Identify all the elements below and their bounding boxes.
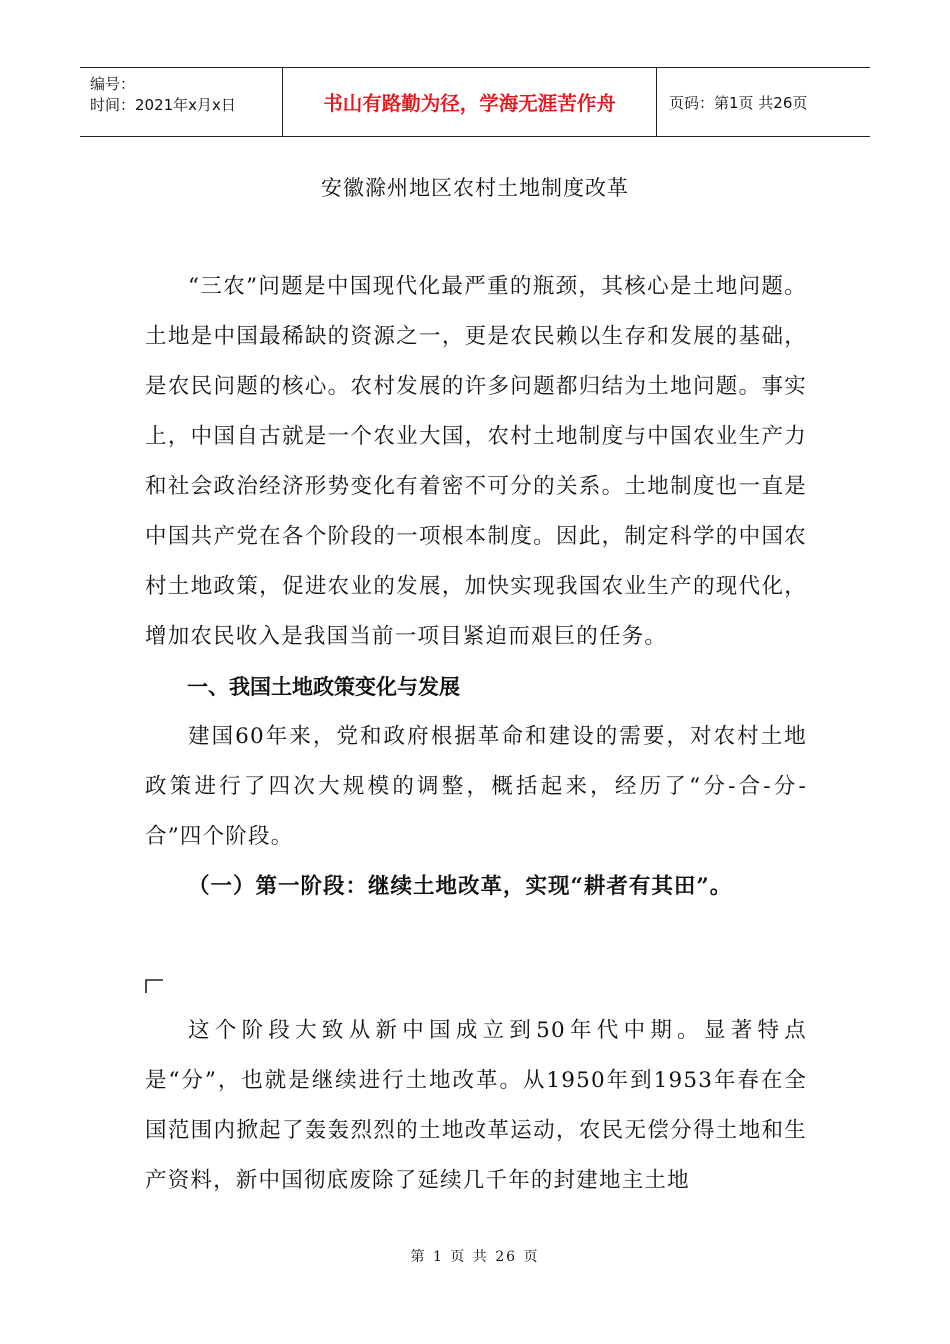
page-footer: 第 1 页 共 26 页 [410, 1249, 540, 1265]
body-lower [145, 1006, 807, 1206]
stray-mark-icon [145, 976, 165, 996]
page-info: 页码：第1页 共26页 [669, 93, 808, 112]
subsection-1-paragraph: 这个阶段大致从新中国成立到50年代中期。显著特点是“分”，也就是继续进行土地改革。从1950年到1953年春在全国范围内掀起了轰轰烈烈的土地改革运动，农民无偿分得土地和生产资料，新中国彻底废除了延续几千年的封建地主土地 [145, 1018, 807, 1193]
header-left-cell [80, 68, 283, 136]
section-1-paragraph: 建国60年来，党和政府根据革命和建设的需要，对农村土地政策进行了四次大规模的调整，概括起来，经历了“分-合-分-合”四个阶段。 [145, 724, 807, 849]
date-label: 时间：2021年x月x日 [90, 96, 236, 114]
section-heading-1: 一、我国土地政策变化与发展 [187, 675, 460, 699]
subsection-heading-1: （一）第一阶段：继续土地改革，实现“耕者有其田”。 [188, 874, 733, 899]
document-title: 安徽滁州地区农村土地制度改革 [321, 176, 629, 200]
number-label: 编号： [90, 75, 136, 93]
motto: 书山有路勤为径，学海无涯苦作舟 [283, 68, 657, 136]
intro-paragraph: “三农”问题是中国现代化最严重的瓶颈，其核心是土地问题。土地是中国最稀缺的资源之一，更是农民赖以生存和发展的基础，是农民问题的核心。农村发展的许多问题都归结为土地问题。事实上，中国自古就是一个农业大国，农村土地制度与中国农业生产力和社会政治经济形势变化有着密不可分的关系。土地制度也一直是中国共产党在各个阶段的一项根本制度。因此，制定科学的中国农村土地政策，促进农业的发展，加快实现我国农业生产的现代化，增加农民收入是我国当前一项目紧迫而艰巨的任务。 [145, 274, 807, 649]
body-upper [145, 262, 807, 912]
header-table [80, 67, 870, 137]
